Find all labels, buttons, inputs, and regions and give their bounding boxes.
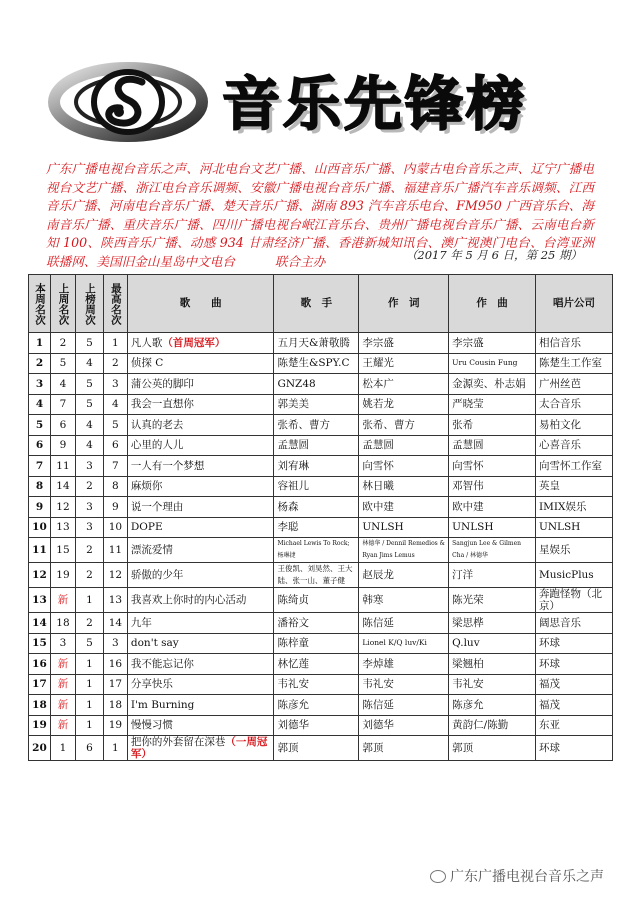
last-week-cell: 9 — [50, 435, 75, 456]
lyricist-cell: 陈信延 — [359, 613, 449, 634]
footer-watermark — [430, 866, 604, 886]
label-cell: IMIX娱乐 — [535, 497, 612, 518]
rank-cell: 10 — [29, 517, 51, 538]
rank-cell: 18 — [29, 695, 51, 716]
artist-cell: GNZ48 — [274, 374, 359, 395]
table-row — [29, 695, 613, 716]
col-song: 歌 曲 — [127, 275, 274, 333]
artist-cell: 潘裕文 — [274, 613, 359, 634]
lyricist-cell: 松本广 — [359, 374, 449, 395]
label-cell: 陈楚生工作室 — [535, 353, 612, 374]
last-week-cell: 6 — [50, 415, 75, 436]
lyricist-cell: 郭顶 — [359, 736, 449, 761]
weeks-cell: 5 — [75, 394, 103, 415]
col-this-week: 本周名次 — [29, 275, 51, 333]
lyricist-cell: 韩寒 — [359, 588, 449, 613]
peak-cell: 16 — [103, 654, 127, 675]
last-week-cell: 新 — [50, 588, 75, 613]
table-row — [29, 613, 613, 634]
table-row — [29, 633, 613, 654]
song-title: DOPE — [130, 521, 163, 534]
composer-cell: Sangjun Lee & Gilmen Cha / 林德华 — [449, 538, 536, 563]
col-composer: 作 曲 — [449, 275, 536, 333]
last-week-cell: 13 — [50, 517, 75, 538]
song-cell — [127, 613, 274, 634]
rank-cell: 7 — [29, 456, 51, 477]
rank-cell: 9 — [29, 497, 51, 518]
music-logo-icon — [48, 62, 208, 142]
weeks-cell: 4 — [75, 415, 103, 436]
artist-cell: 陈彦允 — [274, 695, 359, 716]
peak-cell: 13 — [103, 588, 127, 613]
sponsor-tail: 联合主办 — [274, 253, 326, 269]
table-row — [29, 588, 613, 613]
peak-cell: 1 — [103, 736, 127, 761]
label-cell: 阔思音乐 — [535, 613, 612, 634]
table-row — [29, 415, 613, 436]
weeks-cell: 4 — [75, 353, 103, 374]
peak-cell: 3 — [103, 633, 127, 654]
song-title: 我会一直想你 — [130, 398, 194, 411]
composer-cell: 金源奕、朴志娟 — [449, 374, 536, 395]
lyricist-cell: 王耀光 — [359, 353, 449, 374]
label-cell: 易柏文化 — [535, 415, 612, 436]
chart-table — [28, 274, 613, 761]
artist-cell: 刘宥琳 — [274, 456, 359, 477]
peak-cell: 11 — [103, 538, 127, 563]
song-cell — [127, 715, 274, 736]
col-label: 唱片公司 — [535, 275, 612, 333]
song-cell — [127, 435, 274, 456]
label-cell: 环球 — [535, 736, 612, 761]
composer-cell: UNLSH — [449, 517, 536, 538]
weeks-cell: 2 — [75, 538, 103, 563]
table-row — [29, 538, 613, 563]
weeks-cell: 1 — [75, 654, 103, 675]
label-cell: 福茂 — [535, 674, 612, 695]
lyricist-cell: 向雪怀 — [359, 456, 449, 477]
last-week-cell: 15 — [50, 538, 75, 563]
composer-cell: 郭顶 — [449, 736, 536, 761]
song-cell — [127, 633, 274, 654]
last-week-cell: 4 — [50, 374, 75, 395]
song-cell — [127, 695, 274, 716]
song-title: don't say — [130, 637, 179, 650]
label-cell: 星娱乐 — [535, 538, 612, 563]
artist-cell: 陈楚生&SPY.C — [274, 353, 359, 374]
artist-cell: 陈梓童 — [274, 633, 359, 654]
weeks-cell: 6 — [75, 736, 103, 761]
song-title: I'm Burning — [130, 698, 195, 711]
song-title: 漂流爱情 — [130, 544, 173, 556]
table-row — [29, 353, 613, 374]
table-row — [29, 736, 613, 761]
rank-cell: 17 — [29, 674, 51, 695]
artist-cell: 刘德华 — [274, 715, 359, 736]
artist-cell: 郭顶 — [274, 736, 359, 761]
chart-title: 音乐先锋榜 — [222, 70, 528, 138]
last-week-cell: 12 — [50, 497, 75, 518]
song-title: 九年 — [130, 616, 152, 629]
table-row — [29, 715, 613, 736]
rank-cell: 12 — [29, 563, 51, 588]
col-artist: 歌 手 — [274, 275, 359, 333]
peak-cell: 18 — [103, 695, 127, 716]
song-title: 骄傲的少年 — [130, 569, 184, 581]
song-title: 凡人歌 — [130, 336, 163, 349]
last-week-cell: 11 — [50, 456, 75, 477]
lyricist-cell: 赵辰龙 — [359, 563, 449, 588]
label-cell: 环球 — [535, 633, 612, 654]
song-cell — [127, 456, 274, 477]
lyricist-cell: Lionel K/Q luv/Ki — [359, 633, 449, 654]
song-title: 认真的老去 — [130, 418, 184, 431]
artist-cell: 韦礼安 — [274, 674, 359, 695]
composer-cell: 向雪怀 — [449, 456, 536, 477]
peak-cell: 17 — [103, 674, 127, 695]
peak-cell: 1 — [103, 333, 127, 354]
label-cell: 英皇 — [535, 476, 612, 497]
song-title: 麻烦你 — [130, 480, 163, 493]
song-cell — [127, 517, 274, 538]
table-row — [29, 374, 613, 395]
composer-cell: 孟慧圆 — [449, 435, 536, 456]
song-cell — [127, 353, 274, 374]
label-cell: 太合音乐 — [535, 394, 612, 415]
lyricist-cell: 李宗盛 — [359, 333, 449, 354]
rank-cell: 14 — [29, 613, 51, 634]
peak-cell: 5 — [103, 415, 127, 436]
composer-cell: 陈彦允 — [449, 695, 536, 716]
label-cell: 环球 — [535, 654, 612, 675]
lyricist-cell: 姚若龙 — [359, 394, 449, 415]
last-week-cell: 18 — [50, 613, 75, 634]
song-title: 慢慢习惯 — [130, 719, 173, 732]
weeks-cell: 3 — [75, 517, 103, 538]
label-cell: 福茂 — [535, 695, 612, 716]
col-lyricist: 作 词 — [359, 275, 449, 333]
peak-cell: 12 — [103, 563, 127, 588]
song-cell — [127, 588, 274, 613]
peak-cell: 8 — [103, 476, 127, 497]
song-title: 一人有一个梦想 — [130, 459, 205, 472]
composer-cell: 张希 — [449, 415, 536, 436]
composer-cell: 李宗盛 — [449, 333, 536, 354]
champion-note: （一周冠军） — [130, 736, 268, 760]
label-cell: UNLSH — [535, 517, 612, 538]
lyricist-cell: UNLSH — [359, 517, 449, 538]
weeks-cell: 1 — [75, 695, 103, 716]
song-cell — [127, 497, 274, 518]
table-row — [29, 517, 613, 538]
lyricist-cell: 韦礼安 — [359, 674, 449, 695]
champion-note: （首周冠军） — [162, 336, 226, 349]
song-title: 我不能忘记你 — [130, 657, 194, 670]
weeks-cell: 3 — [75, 456, 103, 477]
artist-cell: 陈绮贞 — [274, 588, 359, 613]
composer-cell: 梁思桦 — [449, 613, 536, 634]
lyricist-cell: 李焯雄 — [359, 654, 449, 675]
song-cell — [127, 333, 274, 354]
peak-cell: 14 — [103, 613, 127, 634]
rank-cell: 2 — [29, 353, 51, 374]
song-title: 说一个理由 — [130, 500, 184, 513]
lyricist-cell: 林日曦 — [359, 476, 449, 497]
artist-cell: 容祖儿 — [274, 476, 359, 497]
lyricist-cell: 陈信延 — [359, 695, 449, 716]
last-week-cell: 新 — [50, 654, 75, 675]
lyricist-cell: 张希、曹方 — [359, 415, 449, 436]
wechat-icon — [430, 870, 446, 883]
artist-cell: 李聪 — [274, 517, 359, 538]
peak-cell: 9 — [103, 497, 127, 518]
song-cell — [127, 674, 274, 695]
composer-cell: 欧中建 — [449, 497, 536, 518]
peak-cell: 10 — [103, 517, 127, 538]
last-week-cell: 新 — [50, 674, 75, 695]
composer-cell: 陈光荣 — [449, 588, 536, 613]
lyricist-cell: 刘德华 — [359, 715, 449, 736]
peak-cell: 3 — [103, 374, 127, 395]
song-cell — [127, 394, 274, 415]
song-cell — [127, 415, 274, 436]
lyricist-cell: 欧中建 — [359, 497, 449, 518]
table-row — [29, 435, 613, 456]
last-week-cell: 7 — [50, 394, 75, 415]
peak-cell: 19 — [103, 715, 127, 736]
artist-cell: 孟慧圆 — [274, 435, 359, 456]
table-row — [29, 563, 613, 588]
artist-cell: 王俊凯、刘昊然、王大陆、张一山、董子健 — [274, 563, 359, 588]
weeks-cell: 1 — [75, 674, 103, 695]
last-week-cell: 1 — [50, 736, 75, 761]
artist-cell: 郭美美 — [274, 394, 359, 415]
composer-cell: 严晓莹 — [449, 394, 536, 415]
rank-cell: 8 — [29, 476, 51, 497]
song-title: 我喜欢上你时的内心活动 — [130, 594, 247, 606]
label-cell: 相信音乐 — [535, 333, 612, 354]
label-cell: 奔跑怪物（北京） — [535, 588, 612, 613]
table-header-row — [29, 275, 613, 333]
weeks-cell: 1 — [75, 588, 103, 613]
song-title: 把你的外套留在深巷 — [130, 736, 226, 748]
composer-cell: 黄韵仁/陈勤 — [449, 715, 536, 736]
composer-cell: Uru Cousin Fung — [449, 353, 536, 374]
song-cell — [127, 538, 274, 563]
last-week-cell: 新 — [50, 695, 75, 716]
last-week-cell: 新 — [50, 715, 75, 736]
weeks-cell: 5 — [75, 633, 103, 654]
table-row — [29, 333, 613, 354]
song-cell — [127, 736, 274, 761]
col-peak: 最高名次 — [103, 275, 127, 333]
song-cell — [127, 563, 274, 588]
song-title: 心里的人儿 — [130, 439, 184, 452]
rank-cell: 6 — [29, 435, 51, 456]
artist-cell: 五月天&萧敬腾 — [274, 333, 359, 354]
table-row — [29, 497, 613, 518]
label-cell: MusicPlus — [535, 563, 612, 588]
peak-cell: 7 — [103, 456, 127, 477]
table-row — [29, 394, 613, 415]
rank-cell: 3 — [29, 374, 51, 395]
weeks-cell: 4 — [75, 435, 103, 456]
song-cell — [127, 654, 274, 675]
song-cell — [127, 476, 274, 497]
rank-cell: 5 — [29, 415, 51, 436]
label-cell: 向雪怀工作室 — [535, 456, 612, 477]
weeks-cell: 2 — [75, 613, 103, 634]
table-row — [29, 476, 613, 497]
sponsor-stations: 广东广播电视台音乐之声、河北电台文艺广播、山西音乐广播、内蒙古电台音乐之声、辽宁广播电视台文艺广播、浙江电台音乐调频、安徽广播电视台音乐广播、福建音乐广播汽车音乐调频、江西音乐广播、河南电台音乐广播、楚天音乐广播、湖南 893 汽车音乐电台、FM950 广西音乐台、海南音乐广播、重庆音乐广播、四川广播电视台岷江音乐台、贵州广播电视台音乐广播、云南电台新知 100、陕西音乐广播、动感 934 甘肃经济广播、香港新城知讯台、澳广视澳门电台、台湾亚洲联播网、美国旧金山星岛中文电台 — [46, 161, 594, 269]
composer-cell: 汀洋 — [449, 563, 536, 588]
rank-cell: 19 — [29, 715, 51, 736]
issue-date: （2017 年 5 月 6 日，第 25 期） — [405, 248, 582, 262]
song-title: 侦探 C — [130, 357, 164, 370]
last-week-cell: 2 — [50, 333, 75, 354]
song-title: 蒲公英的脚印 — [130, 377, 194, 390]
lyricist-cell: 林德华 / Dennil Remedios & Ryan Jims Lemus — [359, 538, 449, 563]
table-row — [29, 456, 613, 477]
composer-cell: 邓智伟 — [449, 476, 536, 497]
peak-cell: 6 — [103, 435, 127, 456]
label-cell: 东亚 — [535, 715, 612, 736]
table-row — [29, 674, 613, 695]
last-week-cell: 5 — [50, 353, 75, 374]
artist-cell: 杨森 — [274, 497, 359, 518]
peak-cell: 2 — [103, 353, 127, 374]
rank-cell: 20 — [29, 736, 51, 761]
last-week-cell: 14 — [50, 476, 75, 497]
rank-cell: 11 — [29, 538, 51, 563]
peak-cell: 4 — [103, 394, 127, 415]
col-last-week: 上周名次 — [50, 275, 75, 333]
label-cell: 广州丝芭 — [535, 374, 612, 395]
artist-cell: 林忆莲 — [274, 654, 359, 675]
label-cell: 心喜音乐 — [535, 435, 612, 456]
composer-cell: 韦礼安 — [449, 674, 536, 695]
artist-cell: 张希、曹方 — [274, 415, 359, 436]
rank-cell: 16 — [29, 654, 51, 675]
weeks-cell: 1 — [75, 715, 103, 736]
composer-cell: 梁翘柏 — [449, 654, 536, 675]
weeks-cell: 5 — [75, 333, 103, 354]
table-row — [29, 654, 613, 675]
footer-text: 广东广播电视台音乐之声 — [450, 869, 604, 885]
artist-cell: Michael Lewis To Rock; 杨琳捷 — [274, 538, 359, 563]
rank-cell: 4 — [29, 394, 51, 415]
weeks-cell: 2 — [75, 476, 103, 497]
last-week-cell: 19 — [50, 563, 75, 588]
chart-body — [29, 333, 613, 761]
weeks-cell: 2 — [75, 563, 103, 588]
col-weeks: 上榜周次 — [75, 275, 103, 333]
song-title: 分享快乐 — [130, 678, 173, 691]
song-cell — [127, 374, 274, 395]
rank-cell: 15 — [29, 633, 51, 654]
weeks-cell: 3 — [75, 497, 103, 518]
composer-cell: Q.luv — [449, 633, 536, 654]
lyricist-cell: 孟慧圆 — [359, 435, 449, 456]
weeks-cell: 5 — [75, 374, 103, 395]
page-header — [0, 0, 640, 155]
last-week-cell: 3 — [50, 633, 75, 654]
rank-cell: 13 — [29, 588, 51, 613]
rank-cell: 1 — [29, 333, 51, 354]
